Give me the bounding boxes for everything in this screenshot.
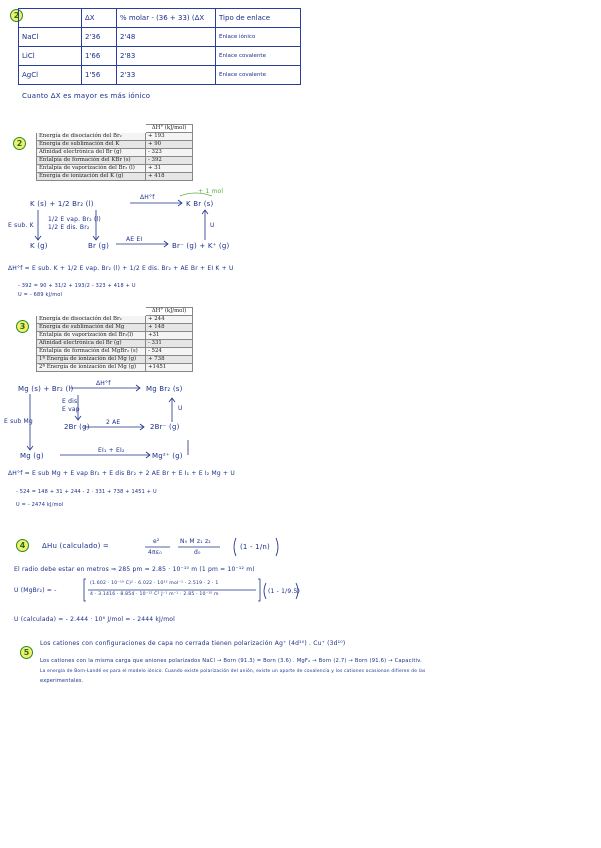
q3-cycle-ei: EI₁ + EI₂ [98,447,125,454]
q2-eq3: U = - 689 kJ/mol [18,292,63,298]
q2-cycle-start: K (s) + 1/2 Br₂ (l) [30,200,94,208]
q3-table-header: ΔH° (kJ/mol) [146,308,193,316]
q3-cycle-mid-label2: E vap [62,406,80,413]
q3-row-value: + 148 [146,324,193,332]
q5-line2: Los cationes con la misma carga que aniones polarizados NaCl → Born (91.3) = Born (3.6) . MgF₂ → Born (2.7) → Born (91.6) → Capacitiv. [40,658,422,664]
q4-line3-paren: (1 - 1/9.5) [268,588,301,595]
q2-cycle-mid-label1: 1/2 E vap. Br₂ (l) [48,216,101,223]
q2-cycle-br-gas: Br (g) [88,242,110,250]
q2-row-label: Afinidad electrónica del Br (g) [37,149,146,157]
q3-cycle-mid-label1: E dis [62,398,78,405]
q3-row-label: Afinidad electrónica del Br (g) [37,340,146,348]
q4-frac1-den: 4πε₀ [148,549,162,556]
q2-row-label: Energía de sublimación del K [37,141,146,149]
q1-header-blank [19,9,82,28]
q3-cycle-ae: 2 AE [106,419,121,426]
q2-cycle-bottom-arrow: AE EI [126,236,143,243]
q1-header-type: Tipo de enlace [216,9,301,28]
q4-line3-den: 4 · 3.1416 · 8.854 · 10⁻¹² C² J⁻¹ m⁻¹ · 2.85 · 10⁻¹⁰ m [90,592,219,597]
q3-cycle-mg-gas: Mg (g) [20,452,44,460]
q4-line2: El radio debe estar en metros ⇒ 285 pm = 2.85 · 10⁻¹⁰ m (1 pm = 10⁻¹² m) [14,566,255,573]
q4-line3-num: (1.602 · 10⁻¹⁹ C)² · 6.022 · 10²³ mol⁻¹ · 2.519 · 2 · 1 [90,581,219,586]
q3-eq1: ΔH°f = E sub Mg + E vap Br₂ + E dis Br₂ + 2 AE Br + E I₁ + E I₂ Mg + U [8,470,235,477]
q5-line1: Los cationes con configuraciones de capa no cerrada tienen polarización Ag⁺ (4d¹⁰) . Cu⁺ (3d¹⁰) [40,640,346,647]
q3-row-label: Energía de disociación del Br₂ [37,316,146,324]
q3-cycle-left-label: E sub Mg [4,418,33,425]
q1-cell: 2'36 [82,28,117,47]
q4-paren: (1 - 1/n) [240,543,270,551]
q2-cycle-u: U [210,222,215,229]
q3-row-label: 1ª Energía de ionización del Mg (g) [37,356,146,364]
q3-row-value: - 524 [146,348,193,356]
q3-row-value: +1451 [146,364,193,372]
q2-data-table [36,124,193,181]
q2-eq2: - 392 = 90 + 31/2 + 193/2 - 323 + 418 + U [18,283,136,289]
q3-row-value: - 331 [146,340,193,348]
q3-cycle-u: U [178,405,183,412]
q2-cycle-product: K Br (s) [186,200,214,208]
q3-row-label: Energía de sublimación del Mg [37,324,146,332]
q1-cell: 1'56 [82,66,117,85]
q1-cell: AgCl [19,66,82,85]
q2-row-label: Energía de disociación del Br₂ [37,133,146,141]
q2-row-label: Entalpía de formación del KBr (s) [37,157,146,165]
q3-eq2: - 524 = 148 + 31 + 244 - 2 · 331 + 738 + 1451 + U [16,489,157,495]
q3-cycle-br-ions: 2Br⁻ (g) [150,423,180,431]
q3-row-label: Entalpía de formación del MgBr₂ (s) [37,348,146,356]
q2-row-value: - 392 [146,157,193,165]
q2-row-value: + 90 [146,141,193,149]
q3-cycle-product: Mg Br₂ (s) [146,385,183,393]
q1-note: Cuanto ΔX es mayor es más iónico [22,92,151,100]
q4-frac2-den: d₀ [194,549,201,556]
q5-number-badge: 5 [20,646,33,659]
q3-row-label: 2ª Energía de ionización del Mg (g) [37,364,146,372]
q2-row-value: - 323 [146,149,193,157]
q1-cell: Enlace covalente [216,66,301,85]
q4-line3-lhs: U (MgBr₂) = - [14,587,57,594]
q3-row-value: + 738 [146,356,193,364]
q2-number-badge: 2 [13,137,26,150]
q4-number-badge: 4 [16,539,29,552]
q1-table [18,8,301,85]
q1-cell: LiCl [19,47,82,66]
q2-cycle-top-right: + 1 mol [198,188,224,195]
q1-cell: 2'48 [117,28,216,47]
q3-row-label: Entalpía de vaporización del Br₂(l) [37,332,146,340]
q3-row-value: + 244 [146,316,193,324]
q3-cycle-br-gas: 2Br (g) [64,423,90,431]
q3-data-table [36,307,193,372]
q1-cell: Enlace covalente [216,47,301,66]
q2-row-value: + 193 [146,133,193,141]
q2-table-header: ΔH° (kJ/mol) [146,125,193,133]
q1-header-molar: % molar - (36 + 33) (ΔX [117,9,216,28]
q4-line4: U (calculada) = - 2.444 · 10⁶ J/mol = - 2444 kJ/mol [14,616,176,623]
q3-eq3: U = - 2474 kJ/mol [16,502,64,508]
q1-cell: 1'66 [82,47,117,66]
q3-cycle-start: Mg (s) + Br₂ (l) [18,385,74,393]
q2-cycle-left-label: E sub. K [8,222,34,229]
q1-header-dx: ΔX [82,9,117,28]
q5-line3: La energía de Born-Landé es para el modelo iónico. Cuando existe polarización del anión, existe un aporte de covalencia y los cationes ocasionan difieren de las [40,669,426,674]
q2-row-label: Energía de ionización del K (g) [37,173,146,181]
q2-cycle-mid-label2: 1/2 E dis. Br₂ [48,224,90,231]
q1-cell: 2'33 [117,66,216,85]
q3-cycle-mg-ion: Mg²⁺ (g) [152,452,183,460]
q1-number-badge: 2 [10,9,23,22]
q3-row-value: +31 [146,332,193,340]
q2-eq1: ΔH°f = E sub. K + 1/2 E vap. Br₂ (l) + 1/2 E dis. Br₂ + AE Br + EI K + U [8,265,234,272]
q4-lhs: ΔHu (calculado) = [42,542,109,550]
q1-cell: 2'83 [117,47,216,66]
q1-cell: Enlace iónico [216,28,301,47]
q2-row-label: Entalpía de vaporización del Br₂ (l) [37,165,146,173]
q3-number-badge: 3 [16,320,29,333]
q1-cell: NaCl [19,28,82,47]
q2-row-value: + 418 [146,173,193,181]
q2-cycle-k-gas: K (g) [30,242,48,250]
q2-cycle-ions: Br⁻ (g) + K⁺ (g) [172,242,230,250]
q4-frac2-num: N₀ M z₁ z₂ [180,538,211,545]
q3-cycle-arrow-top: ΔH°f [96,380,111,387]
q4-frac1-num: e² [153,538,160,545]
q2-row-value: + 31 [146,165,193,173]
q5-line4: experimentales. [40,678,84,684]
q2-cycle-arrow-top: ΔH°f [140,194,155,201]
